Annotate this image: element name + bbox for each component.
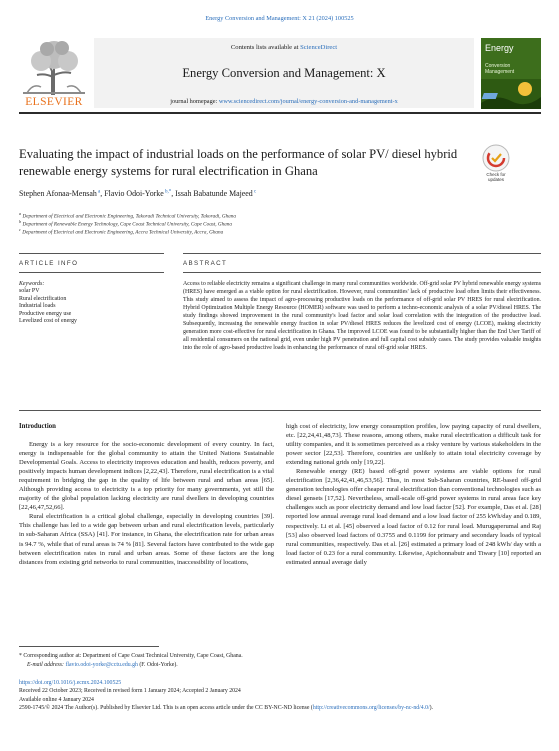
check-for-updates-label[interactable] (476, 173, 516, 183)
author-name[interactable]: Issah Babatunde Majeed (175, 189, 253, 198)
footnote-rule (19, 646, 159, 647)
body-rule (19, 410, 541, 411)
cover-title: Energy (485, 43, 514, 53)
cover-art-icon (481, 79, 541, 109)
cover-line-conversion: Conversion (485, 63, 511, 69)
journal-homepage-line (94, 98, 474, 105)
sciencedirect-link[interactable]: ScienceDirect (300, 44, 338, 51)
left-column (19, 440, 274, 567)
keywords-block (19, 281, 159, 325)
contents-line (94, 44, 474, 51)
keyword-item: solar PV (19, 288, 40, 295)
license-prefix: 2590-1745/© 2024 The Author(s). Published by Elsevier Ltd. This is an open access article under the CC BY-NC-ND license ( (19, 705, 313, 711)
contents-prefix: Contents lists available at (230, 44, 301, 51)
abstract-rule-lower (183, 272, 541, 273)
elsevier-wordmark: ELSEVIER (25, 96, 83, 108)
check-line-2: updates (487, 176, 504, 182)
article-info-heading: ARTICLE INFO (19, 260, 79, 267)
license-line (19, 704, 541, 712)
abstract-heading: ABSTRACT (183, 260, 228, 267)
author-sup (164, 189, 172, 194)
affiliation (19, 227, 499, 236)
affiliation-text: Department of Electrical and Electronic Engineering, Takoradi Technical University, Takoradi, Ghana (22, 213, 236, 220)
author-sup (253, 189, 256, 194)
license-suffix: ). (429, 705, 433, 711)
author-name[interactable]: Stephen Afonaa-Mensah (19, 189, 97, 198)
body-paragraph: Energy is a key resource for the socio-economic development of every country. In fact, energy is indispensable for the global community to attain the United Nations Sustainable Developmental Goals. Access to electricity improves education and health, reduces poverty, and positively impacts human development indices [2,22,43]. Therefore, rural electrification is a vital requirement in bridging the gap in the quality of life between rural and urban areas [65]. Although providing access to electricity is a top priority for many governments, yet still the majority of the global population lacking electricity are rural dwellers in developing countries [22,46,47,52,66]. (19, 441, 274, 512)
affiliation-sup: c (19, 227, 21, 232)
author-name[interactable]: Flavio Odoi-Yorke (104, 189, 164, 198)
license-link[interactable]: http://creativecommons.org/licenses/by-nc-nd/4.0/ (312, 705, 430, 711)
cover-line-management: Management (485, 68, 515, 75)
keyword-item: Rural electrification (19, 295, 67, 302)
corresponding-author-note: * Corresponding author at: Department of Cape Coast Technical University, Cape Coast, Ghana. (19, 653, 243, 659)
affiliation-text: Department of Renewable Energy Technology, Cape Coast Technical University, Cape Coast, Ghana (22, 221, 232, 228)
check-line-1: Check for (486, 172, 506, 177)
introduction-heading: Introduction (19, 423, 56, 430)
author-list: Stephen Afonaa-Mensah $^a$, Flavio Odoi-Yorke $^{b,*}$, Issah Babatunde Majeed $^c$ (19, 189, 257, 198)
abstract-text: Access to reliable electricity remains a significant challenge in many rural communities worldwide. Off-grid solar PV hybrid renewable energy systems (HRES) have emerged as a viable option for rural electrification. However, rural communities' lack of productive load often limits their effectiveness. This study aimed to assess the impact of agro-processing productive loads on the performance of off-grid solar PV HRES for rural electrification. Hybrid Optimization Multiple Energy Resource (HOMER) software was used to perform a techno-economic analysis of a solar PV/diesel HRES. The study findings showed improvement in the rural community's load factor and solar load correlation with the integration of the productive load. Subsequently, increasing the renewable energy fraction in solar PV/diesel HRES reduces the levelized cost of energy (LCOE), making electricity generation more cost-effective for rural electrification in Ghana. The improved LCOE was found to be substantially higher than the End User Tariff of all residential consumers on the national grid, even under high PV penetration and full capital cost subsidy cases. The study provides valuable insights into the role of agro-based productive loads in enhancing the performance of rural off-grid solar HRES. (183, 281, 541, 351)
journal-cover[interactable] (481, 38, 541, 109)
homepage-prefix: journal homepage: (170, 98, 219, 105)
abstract-rule (183, 253, 541, 254)
affiliation-sup: b (19, 219, 22, 224)
keyword-item: Industrial loads (19, 303, 56, 310)
doi-link[interactable]: https://doi.org/10.1016/j.ecmx.2024.100525 (19, 680, 122, 686)
elsevier-tree-icon (19, 37, 89, 95)
received-line: Received 22 October 2023; Received in revised form 1 January 2024; Accepted 2 January 2024 (19, 688, 241, 694)
author-sup (97, 189, 100, 194)
email-link[interactable]: flavio.odoi-yorke@cctu.edu.gh (65, 662, 138, 668)
elsevier-logo (19, 37, 89, 111)
body-paragraph: Renewable energy (RE) based off-grid power systems are viable options for rural electrification [2,36,42,41,46,53,56]. Thus, in most Sub-Saharan countries, RE-based off-grid generation technologies offer cheaper rural electrification than conventional technologies such as diesel gensets [17,52]. Nevertheless, small-scale off-grid power systems in rural areas face key challenges such as poor electricity demand and low load factor [52]. For example, Das et al. [28] reported low annual average rural load demand and a low load factor of 255 kWh/day and 0.189, respectively. Li et al. [45] observed a load factor of 0.12 for rural load. Murugaperumal and Raj [53] also observed load factors of 0.3755 and 0.1199 for primary and secondary loads of typical rural communities, respectively. Das et al. [26] estimated a primary load of 248 kWh/ day with a load factor of 0.23 for a rural community. Likewise, Apichonnabutr and Tiwary [10] reported an estimated annual average daily (286, 468, 541, 566)
body-paragraph: high cost of electricity, low energy consumption profiles, low paying capacity of rural dwellers, etc. [22,24,41,48,73]. These reasons, among others, make rural electrification a difficult task for utility companies, and it is sometimes perceived as a risky venture by various stakeholders in the power sector [22,53]. Therefore, countries are unlikely to attain total electricity coverage by extending national grids only [19,22]. (286, 423, 541, 467)
cover-subtitle (485, 64, 514, 75)
right-column (286, 422, 541, 567)
email-line (27, 661, 549, 669)
header-rule (19, 112, 541, 114)
email-label: E-mail address: (27, 662, 66, 668)
email-suffix: (F. Odoi-Yorke). (137, 662, 178, 668)
article-title: Evaluating the impact of industrial loads on the performance of solar PV/ diesel hybrid renewable energy systems for rural electrification in Ghana (19, 147, 458, 178)
keywords-label: Keywords: (19, 281, 45, 287)
body-paragraph: Rural electrification is a critical global challenge, especially in developing countries [39]. This challenge has led to a wide gap between urban and rural electrification levels, particularly in sub-Saharan Africa (SSA) [41]. For instance, in Ghana, the electrification rate for urban areas is 94.7 %, while that of rural areas is 74 % [81]. Several factors have contributed to the wide gap between electrification rates in rural and urban areas. Some of these factors are the long distances from existing grid networks to rural communities, inaccessibility of locations, (19, 513, 274, 566)
article-info-rule-lower (19, 272, 164, 273)
author-sup-text: c (254, 189, 257, 195)
affiliation-text: Department of Electrical and Electronic Engineering, Accra Technical University, Accra, Ghana (22, 229, 224, 236)
check-for-updates-icon[interactable] (481, 143, 511, 173)
author-sup-text: a (98, 189, 101, 195)
journal-citation-line[interactable]: Energy Conversion and Management: X 21 (2024) 100525 (205, 15, 354, 22)
article-info-rule (19, 253, 164, 254)
journal-title: Energy Conversion and Management: X (182, 66, 386, 80)
keyword-item: Productive energy use (19, 310, 72, 317)
affiliation-sup: a (19, 211, 22, 216)
homepage-link[interactable]: www.sciencedirect.com/journal/energy-conversion-and-management-x (218, 98, 398, 105)
keyword-item: Levelized cost of energy (19, 318, 77, 325)
author-sup-text: b,* (164, 189, 172, 195)
available-online-line: Available online 4 January 2024 (19, 697, 94, 703)
